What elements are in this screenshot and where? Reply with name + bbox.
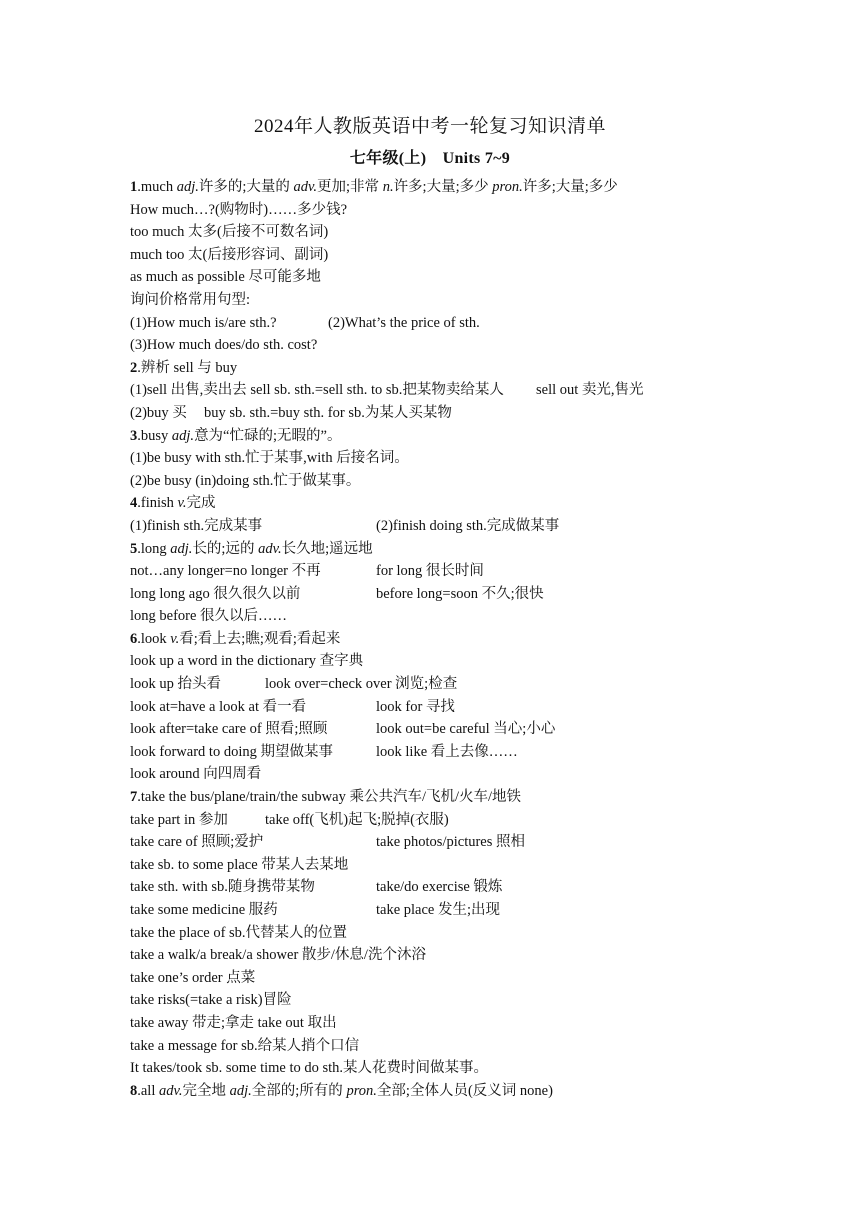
text-segment: take some medicine 服药 bbox=[130, 902, 278, 918]
text-segment: take sth. with sb.随身携带某物 bbox=[130, 879, 315, 896]
text-line bbox=[130, 673, 730, 696]
text-segment: 长的;远的 bbox=[192, 540, 259, 557]
part-of-speech: adj. bbox=[170, 540, 193, 557]
entry-number: 5 bbox=[130, 540, 138, 557]
text-line bbox=[130, 899, 730, 922]
text-line bbox=[130, 312, 730, 335]
entry-take-heading bbox=[130, 786, 730, 809]
entry-sell-buy-heading bbox=[130, 357, 730, 380]
text-line: take one’s order 点菜 bbox=[130, 969, 256, 986]
text-line: much too 太(后接形容词、副词) bbox=[130, 246, 329, 263]
text-line: It takes/took sb. some time to do sth.某人花费时间做某事。 bbox=[130, 1060, 489, 1077]
entry-number: 1 bbox=[130, 179, 138, 195]
entry-number: 4 bbox=[130, 495, 138, 512]
text-segment: .busy bbox=[137, 427, 172, 444]
text-line bbox=[130, 379, 730, 402]
part-of-speech: adj. bbox=[171, 427, 195, 444]
entry-number: 3 bbox=[130, 427, 138, 444]
text-segment: .all bbox=[137, 1082, 159, 1099]
text-segment: look up 抬头看 bbox=[130, 676, 222, 693]
entry-finish-heading bbox=[130, 492, 730, 515]
entry-number: 7 bbox=[130, 789, 138, 806]
text-segment: not…any longer=no longer 不再 bbox=[130, 563, 321, 580]
text-segment: for long 很长时间 bbox=[376, 563, 484, 580]
text-segment: take place 发生;出现 bbox=[376, 902, 501, 918]
text-segment: look for 寻找 bbox=[376, 698, 455, 715]
text-segment: sell out 卖光,售光 bbox=[536, 382, 644, 399]
text-segment: 看;看上去;瞧;观看;看起来 bbox=[179, 630, 341, 647]
text-segment: long long ago 很久很久以前 bbox=[130, 585, 301, 602]
text-line bbox=[130, 696, 730, 719]
text-line: How much…?(购物时)……多少钱? bbox=[130, 201, 348, 218]
text-segment: 全部的;所有的 bbox=[251, 1082, 347, 1099]
text-segment: buy sb. sth.=buy sth. for sb.为某人买某物 bbox=[204, 404, 452, 421]
part-of-speech: v. bbox=[170, 630, 180, 647]
text-line: take a walk/a break/a shower 散步/休息/洗个沐浴 bbox=[130, 947, 426, 964]
entry-long-heading bbox=[130, 538, 730, 561]
text-segment: 长久地;遥远地 bbox=[281, 540, 373, 557]
text-line: too much 太多(后接不可数名词) bbox=[130, 224, 329, 241]
text-segment: (2)finish doing sth.完成做某事 bbox=[376, 517, 560, 534]
entry-number: 2 bbox=[130, 359, 138, 376]
document-page bbox=[130, 112, 730, 1102]
text-line: look around 向四周看 bbox=[130, 766, 262, 783]
entry-busy-heading bbox=[130, 425, 730, 448]
document-title: 2024年人教版英语中考一轮复习知识清单 bbox=[253, 116, 606, 137]
text-segment: (1)How much is/are sth.? bbox=[130, 314, 277, 331]
text-segment: take part in 参加 bbox=[130, 811, 228, 828]
entry-much-heading bbox=[130, 176, 730, 199]
part-of-speech: pron. bbox=[492, 179, 523, 195]
text-segment: before long=soon 不久;很快 bbox=[376, 585, 544, 602]
text-line: take a message for sb.给某人捎个口信 bbox=[130, 1037, 360, 1054]
part-of-speech: adv. bbox=[159, 1082, 183, 1099]
text-segment: (2)What’s the price of sth. bbox=[328, 314, 480, 331]
text-segment: .finish bbox=[137, 495, 178, 512]
document-subtitle: 七年级(上) Units 7~9 bbox=[349, 150, 511, 167]
part-of-speech: adj. bbox=[229, 1082, 252, 1099]
text-line bbox=[130, 515, 730, 538]
text-segment: take off(飞机)起飞;脱掉(衣服) bbox=[265, 811, 449, 828]
text-segment: 意为“忙碌的;无暇的”。 bbox=[194, 427, 342, 444]
text-segment: .look bbox=[137, 630, 171, 647]
text-line: take away 带走;拿走 take out 取出 bbox=[130, 1014, 337, 1031]
text-segment: 更加;非常 bbox=[317, 179, 383, 195]
text-segment: .much bbox=[137, 179, 177, 195]
entry-look-heading bbox=[130, 628, 730, 651]
part-of-speech: v. bbox=[177, 495, 187, 512]
document-content bbox=[130, 176, 730, 1102]
entry-all-heading bbox=[130, 1080, 730, 1103]
part-of-speech: n. bbox=[382, 179, 394, 195]
text-line: take the place of sb.代替某人的位置 bbox=[130, 924, 348, 941]
text-segment: 许多的;大量的 bbox=[198, 179, 294, 195]
text-segment: 全部;全体人员(反义词 none) bbox=[376, 1082, 553, 1099]
part-of-speech: adv. bbox=[258, 540, 282, 557]
text-line: look up a word in the dictionary 查字典 bbox=[130, 653, 364, 670]
text-segment: look at=have a look at 看一看 bbox=[130, 698, 307, 715]
text-segment: 许多;大量;多少 bbox=[522, 179, 618, 195]
text-segment: look forward to doing 期望做某事 bbox=[130, 743, 333, 760]
entry-number: 6 bbox=[130, 630, 138, 647]
text-segment: take photos/pictures 照相 bbox=[376, 834, 526, 851]
text-line: as much as possible 尽可能多地 bbox=[130, 269, 321, 286]
part-of-speech: pron. bbox=[346, 1082, 377, 1099]
text-segment: (1)finish sth.完成某事 bbox=[130, 517, 263, 534]
text-segment: 完成 bbox=[186, 495, 216, 512]
text-line: take sb. to some place 带某人去某地 bbox=[130, 856, 349, 873]
part-of-speech: adj. bbox=[176, 179, 199, 195]
text-line: take risks(=take a risk)冒险 bbox=[130, 992, 292, 1009]
part-of-speech: adv. bbox=[293, 179, 318, 195]
text-line: long before 很久以后…… bbox=[130, 608, 288, 625]
text-segment: look after=take care of 照看;照顾 bbox=[130, 721, 328, 738]
entry-number: 8 bbox=[130, 1082, 138, 1099]
text-segment: look over=check over 浏览;检查 bbox=[265, 676, 458, 693]
text-line bbox=[130, 402, 730, 425]
text-segment: .take the bus/plane/train/the subway 乘公共汽车/飞机/火车/地铁 bbox=[137, 789, 522, 806]
text-segment: (2)buy 买 bbox=[130, 404, 187, 421]
text-line bbox=[130, 560, 730, 583]
text-line: (3)How much does/do sth. cost? bbox=[130, 337, 318, 354]
text-line bbox=[130, 718, 730, 741]
text-segment: .long bbox=[137, 540, 171, 557]
text-segment: 完全地 bbox=[182, 1082, 230, 1099]
text-line: (1)be busy with sth.忙于某事,with 后接名词。 bbox=[130, 450, 409, 467]
text-line: (2)be busy (in)doing sth.忙于做某事。 bbox=[130, 472, 361, 489]
text-segment: take/do exercise 锻炼 bbox=[376, 879, 503, 896]
text-line bbox=[130, 741, 730, 764]
text-line bbox=[130, 583, 730, 606]
text-segment: look out=be careful 当心;小心 bbox=[376, 721, 556, 738]
text-line: 询问价格常用句型: bbox=[130, 291, 251, 308]
text-segment: take care of 照顾;爱护 bbox=[130, 834, 264, 851]
text-segment: look like 看上去像…… bbox=[376, 743, 518, 760]
text-segment: (1)sell 出售,卖出去 sell sb. sth.=sell sth. to sb.把某物卖给某人 bbox=[130, 382, 504, 399]
text-segment: 许多;大量;多少 bbox=[393, 179, 493, 195]
text-line bbox=[130, 809, 730, 832]
text-segment: .辨析 sell 与 buy bbox=[137, 359, 238, 376]
text-line bbox=[130, 876, 730, 899]
text-line bbox=[130, 831, 730, 854]
